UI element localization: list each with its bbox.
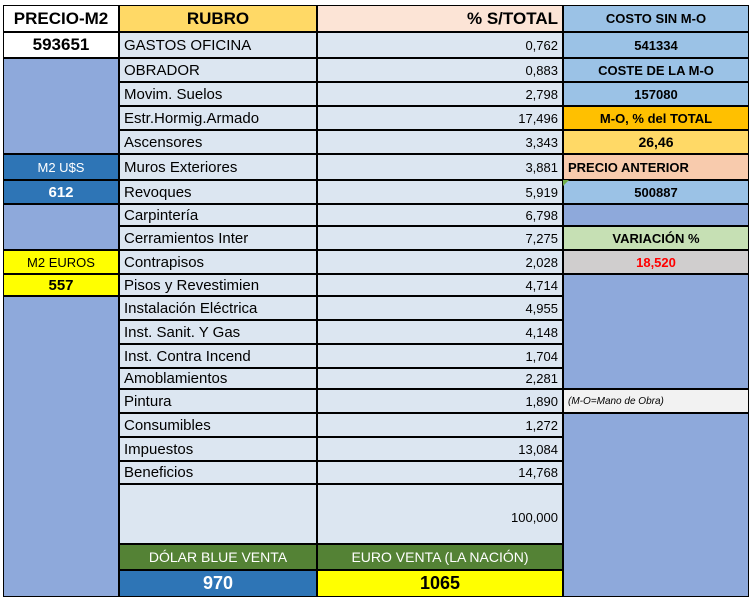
coste-mo-value[interactable]: 157080 (563, 82, 749, 106)
rubro-pct-cell[interactable]: 17,496 (317, 106, 563, 130)
rubro-pct-cell[interactable]: 4,714 (317, 274, 563, 296)
precio-m2-label[interactable]: PRECIO-M2 (3, 5, 119, 32)
precio-anterior-value[interactable]: 500887 (563, 180, 749, 204)
left-blue-block-1[interactable] (3, 58, 119, 154)
rubro-header[interactable]: RUBRO (119, 5, 317, 32)
rubro-pct-cell[interactable]: 0,762 (317, 32, 563, 58)
dolar-label[interactable]: DÓLAR BLUE VENTA (119, 544, 317, 570)
rubro-pct-cell[interactable]: 3,343 (317, 130, 563, 154)
rubro-pct-cell[interactable]: 2,028 (317, 250, 563, 274)
rubro-pct-cell[interactable]: 2,798 (317, 82, 563, 106)
rubro-pct-cell[interactable]: 14,768 (317, 461, 563, 484)
rubro-name-cell[interactable]: Contrapisos (119, 250, 317, 274)
dolar-value[interactable]: 970 (119, 570, 317, 597)
rubro-pct-cell[interactable]: 4,148 (317, 320, 563, 344)
total-cell[interactable]: 100,000 (317, 484, 563, 544)
mo-pct-value[interactable]: 26,46 (563, 130, 749, 154)
right-blank-3[interactable] (563, 413, 749, 597)
m2-euros-label[interactable]: M2 EUROS (3, 250, 119, 274)
rubro-pct-cell[interactable]: 2,281 (317, 368, 563, 389)
variacion-label[interactable]: VARIACIÓN % (563, 226, 749, 250)
rubro-name-cell[interactable]: Pintura (119, 389, 317, 413)
rubro-pct-cell[interactable]: 5,919 (317, 180, 563, 204)
right-blank-2[interactable] (563, 274, 749, 389)
costo-sin-mo-label[interactable]: COSTO SIN M-O (563, 5, 749, 32)
costo-sin-mo-value[interactable]: 541334 (563, 32, 749, 58)
rubro-name-cell[interactable]: Estr.Hormig.Armado (119, 106, 317, 130)
euro-value[interactable]: 1065 (317, 570, 563, 597)
rubro-name-cell[interactable]: Beneficios (119, 461, 317, 484)
rubro-pct-cell[interactable]: 4,955 (317, 296, 563, 320)
left-blue-block-3[interactable] (3, 296, 119, 597)
rubro-name-cell[interactable]: Cerramientos Inter (119, 226, 317, 250)
variacion-value[interactable]: 18,520 (563, 250, 749, 274)
rubro-name-cell[interactable]: GASTOS OFICINA (119, 32, 317, 58)
m2-usd-label[interactable]: M2 U$S (3, 154, 119, 180)
rubro-name-cell[interactable]: Instalación Eléctrica (119, 296, 317, 320)
rubro-name-cell[interactable]: Inst. Contra Incend (119, 344, 317, 368)
rubro-pct-cell[interactable]: 13,084 (317, 437, 563, 461)
m2-usd-value[interactable]: 612 (3, 180, 119, 204)
rubro-name-cell[interactable]: Movim. Suelos (119, 82, 317, 106)
rubro-name-cell[interactable]: Amoblamientos (119, 368, 317, 389)
coste-mo-label[interactable]: COSTE DE LA M-O (563, 58, 749, 82)
rubro-name-cell[interactable]: Consumibles (119, 413, 317, 437)
precio-m2-value[interactable]: 593651 (3, 32, 119, 58)
right-blank-1[interactable] (563, 204, 749, 226)
rubro-name-cell[interactable]: OBRADOR (119, 58, 317, 82)
precio-anterior-label[interactable]: PRECIO ANTERIOR (563, 154, 749, 180)
rubro-pct-cell[interactable]: 6,798 (317, 204, 563, 226)
mo-note[interactable]: (M-O=Mano de Obra) (563, 389, 749, 413)
blank-row[interactable] (119, 484, 317, 544)
m2-euros-value[interactable]: 557 (3, 274, 119, 296)
comment-indicator[interactable] (563, 180, 569, 186)
rubro-name-cell[interactable]: Impuestos (119, 437, 317, 461)
pct-header[interactable]: % S/TOTAL (317, 5, 563, 32)
rubro-pct-cell[interactable]: 0,883 (317, 58, 563, 82)
rubro-name-cell[interactable]: Muros Exteriores (119, 154, 317, 180)
rubro-pct-cell[interactable]: 1,890 (317, 389, 563, 413)
rubro-name-cell[interactable]: Inst. Sanit. Y Gas (119, 320, 317, 344)
rubro-pct-cell[interactable]: 1,704 (317, 344, 563, 368)
rubro-name-cell[interactable]: Carpintería (119, 204, 317, 226)
euro-label[interactable]: EURO VENTA (LA NACIÓN) (317, 544, 563, 570)
rubro-name-cell[interactable]: Ascensores (119, 130, 317, 154)
rubro-pct-cell[interactable]: 3,881 (317, 154, 563, 180)
left-blue-block-2[interactable] (3, 204, 119, 250)
rubro-pct-cell[interactable]: 1,272 (317, 413, 563, 437)
mo-pct-label[interactable]: M-O, % del TOTAL (563, 106, 749, 130)
rubro-pct-cell[interactable]: 7,275 (317, 226, 563, 250)
rubro-name-cell[interactable]: Pisos y Revestimien (119, 274, 317, 296)
rubro-name-cell[interactable]: Revoques (119, 180, 317, 204)
